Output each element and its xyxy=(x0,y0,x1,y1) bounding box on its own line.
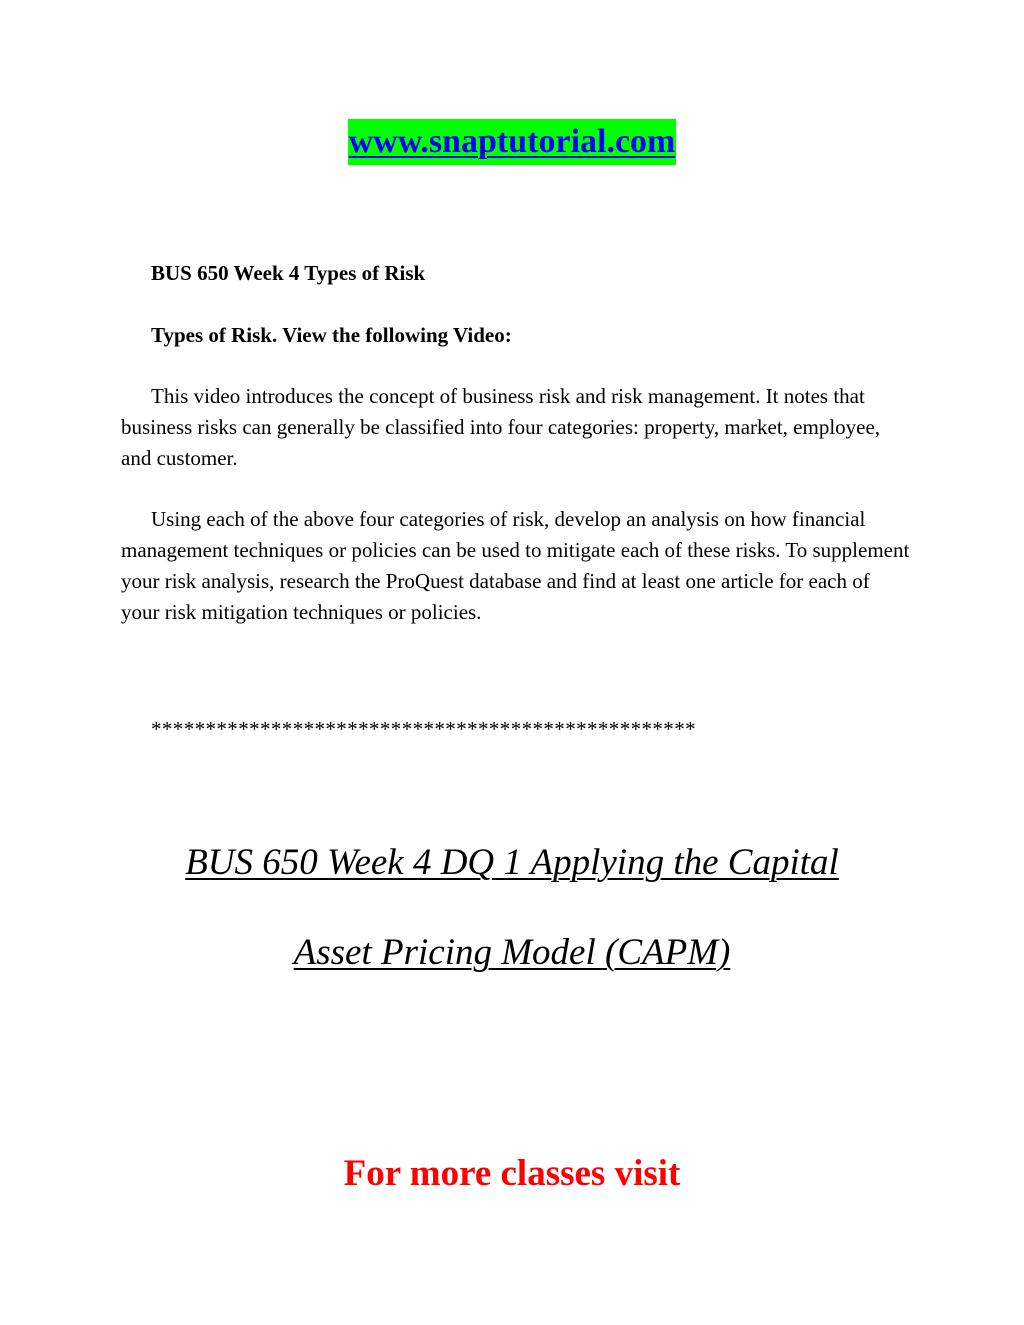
site-link[interactable]: www.snaptutorial.com xyxy=(348,119,677,165)
dq-title-line-1 xyxy=(0,840,1024,886)
dq-title-text-2[interactable]: Asset Pricing Model (CAPM) xyxy=(293,932,731,973)
intro-paragraph: This video introduces the concept of business risk and risk management. It notes that business risks can generally be classified into four categories: property, market, employee, and customer. xyxy=(121,384,881,470)
more-classes-text: For more classes visit xyxy=(343,1153,681,1194)
dq-title-text-1[interactable]: BUS 650 Week 4 DQ 1 Applying the Capital xyxy=(185,842,839,883)
section-subheading: Types of Risk. View the following Video: xyxy=(151,323,512,347)
separator: ************************************************** xyxy=(151,717,696,741)
dq-title-line-2 xyxy=(0,930,1024,976)
assignment-paragraph: Using each of the above four categories of risk, develop an analysis on how financial management techniques or policies can be used to mitigate each of these risks. To supplement your risk analysis, research the ProQuest database and find at least one article for each of your risk mitigation techniques or policies. xyxy=(121,507,910,624)
site-link-container xyxy=(0,119,1024,165)
section-heading: BUS 650 Week 4 Types of Risk xyxy=(151,261,426,285)
